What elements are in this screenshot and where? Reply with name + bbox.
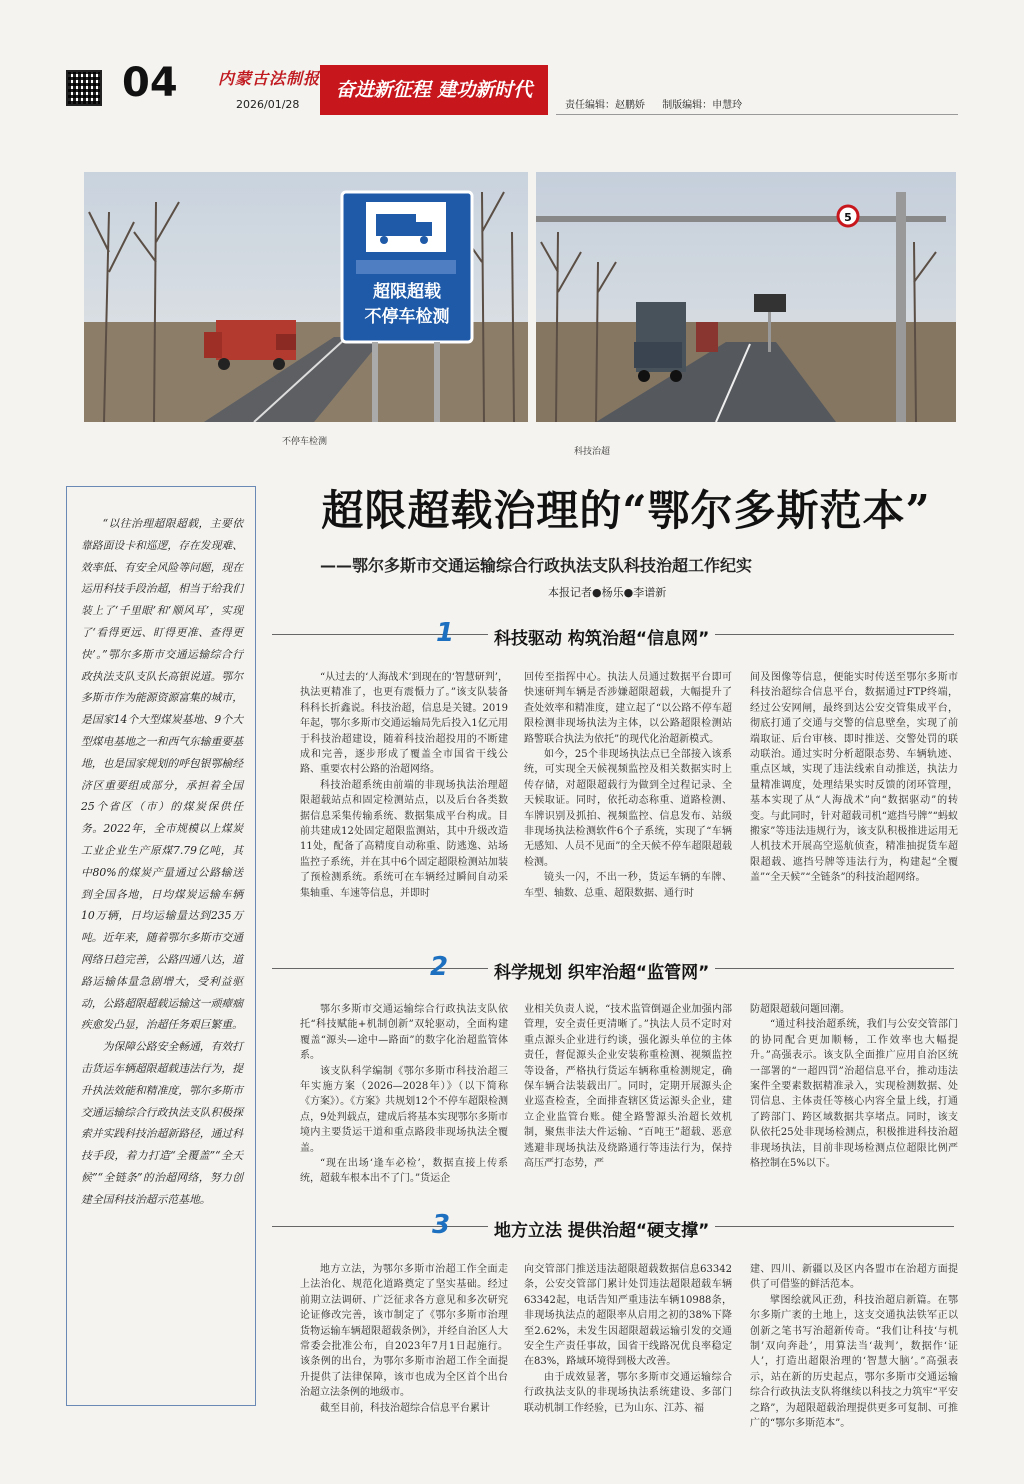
header-rule [556,114,958,115]
newspaper-logo: 内蒙古法制报 [218,69,321,88]
body-paragraph: 回传至指挥中心。执法人员通过数据平台即可快速研判车辆是否涉嫌超限超载，大幅提升了查处效率和精准度，建立起了“以公路不停车超限检测非现场执法为主体，以公路超限检测站路警联合执法为依托”的现代化治超新模式。 [524,672,732,745]
body-paragraph: 由于成效显著，鄂尔多斯市交通运输综合行政执法支队的非现场执法系统建设、多部门联动机制工作经验，已为山东、江苏、福 [524,1371,732,1414]
section-1-column-2 [524,670,732,901]
section-2-column-1 [300,1002,508,1187]
section-3-column-1 [300,1262,508,1416]
body-paragraph: 科技治超系统由前端的非现场执法治理超限超载站点和固定检测站点，以及后台各类数据信息采集传输系统、数据集成平台构成。目前共建成12处固定超限监测站，其中升级改造11处，配备了高精度自动称重、防逃逸、站场监控子系统，并在其中6个固定超限检测站加装了预检测系统。系统可在车辆经过瞬间自动采集轴重、车速等信息，并即时 [300,779,508,899]
body-paragraph: 如今，25个非现场执法点已全部接入该系统，可实现全天候视频监控及相关数据实时上传存储，对超限超载行为做到全过程记录、全天候取证。同时，依托动态称重、道路检测、车牌识别及抓拍、视频监控、信息发布、站级非现场执法检测软件6个子系统，实现了“车辆无感知、人员不见面”的全天候不停车超限超载检测。 [524,749,732,868]
section-1-column-3 [750,670,958,886]
body-paragraph: “通过科技治超系统，我们与公安交管部门的协同配合更加顺畅，工作效率也大幅提升。”高强表示。该支队全面推广应用自治区统一部署的“一超四罚”治超信息平台，推动违法案件全要素数据精准录入，实现检测数据、处罚信息、主体责任等核心内容全量上线，打通了跨部门、跨区域数据共享堵点。同时，该支队依托25处非现场检测点，积极推进科技治超非现场执法，目前非现场检测点位超限比例严格控制在5%以下。 [750,1019,958,1170]
section-2-title: 科学规划 织牢治超“监管网” [488,958,715,983]
body-paragraph: 间及图像等信息，便能实时传送至鄂尔多斯市科技治超综合信息平台，数据通过FTP终端，经过公安网闸，最终到达公安交管集成平台，彻底打通了交通与交警的信息壁垒，实现了前端取证、后台审核、即时推送、交警处罚的联动联治。通过实时分析超限态势、车辆轨迹、重点区域，实现了违法线索自动推送，执法力量精准调度，处理结果实时反馈的闭环管理，基本实现了从“人海战术”向“数据驱动”的转变。与此同时，针对超载司机“遮挡号牌”“蚂蚁搬家”等违法违规行为，该支队积极推进运用无人机技术开展高空巡航侦查，精准抽捉货车超限超载、遮挡号牌等违法行为，构建起“全覆盖”“全天候”“全链条”的科技治超网络。 [750,672,958,884]
column-banner [320,65,548,115]
body-paragraph: 防超限超载问题回潮。 [750,1004,850,1015]
photo-caption-right: 科技治超 [574,447,611,457]
body-paragraph: “从过去的‘人海战术’到现在的‘智慧研判’，执法更精准了，也更有震慑力了。”该支队装备科科长折鑫说。科技治超，信息是关键。2019年起，鄂尔多斯市交通运输局先后投入1亿元用于科技治超建设，随着科技治超投用的不断建成和完善，逐步形成了覆盖全市国省干线公路、重要农村公路的治超网络。 [300,672,508,776]
section-2-column-3 [750,1002,958,1171]
body-paragraph: 向交管部门推送违法超限超载数据信息63342条，公安交管部门累计处罚违法超限超载车辆63342起，电话告知严重违法车辆10988条，非现场执法点的超限率从启用之初的38%下降至2.62%，未发生因超限超载运输引发的交通安全生产责任事故，国省干线路况优良率稳定在83%，路域环境得到极大改善。 [524,1264,732,1368]
section-1-column-1 [300,670,508,901]
section-3-column-2 [524,1262,732,1416]
body-paragraph: 建、四川、新疆以及区内各盟市在治超方面提供了可借鉴的鲜活范本。 [750,1264,958,1291]
sign-text-line2: 不停车检测 [364,307,450,327]
body-paragraph: “现在出场‘逢车必检’，数据直接上传系统，超载车根本出不了门。”货运企 [300,1158,508,1185]
body-paragraph: 该支队科学编制《鄂尔多斯市科技治超三年实施方案（2026—2028年）》（以下简称《方案》）。《方案》共规划12个不停车超限检测点，9处判载点，建成后将基本实现鄂尔多斯市境内主要货运干道和重点路段非现场执法全覆盖。 [300,1065,508,1154]
banner-text: 奋进新征程 建功新时代 [335,79,533,101]
section-3-column-3 [750,1262,958,1431]
photo-highway-gantry [536,172,956,422]
body-paragraph: 鄂尔多斯市交通运输综合行政执法支队依托“科技赋能+机制创新”双轮驱动，全面构建覆盖“源头—途中—路面”的数字化治超监管体系。 [300,1004,508,1062]
page-number: 04 [122,60,178,106]
photo-roadside-sign [84,172,528,422]
editor-credits [565,96,756,111]
section-2-column-2 [524,1002,732,1171]
section-3-number: 3 [432,1210,451,1240]
body-paragraph: 截至目前，科技治超综合信息平台累计 [320,1402,490,1414]
issue-date: 2026/01/28 [236,98,300,111]
section-2-number: 2 [430,952,449,982]
article-byline: 本报记者●杨乐●李谱新 [548,586,667,599]
sidebar-intro [66,486,256,1406]
chief-editor: 责任编辑：赵鹏娇 [565,100,645,111]
body-paragraph: 擘图绘就风正劲，科技治超启新篇。在鄂尔多斯广袤的土地上，这支交通执法铁军正以创新之笔书写治超新传奇。“我们让科技‘与机制’双向奔赴’，用算法当‘裁判’，数据作‘证人’，打造出超限治理的‘智慧大脑’。”高强表示，站在新的历史起点，鄂尔多斯市交通运输综合行政执法支队将继续以科技之力筑牢“平安之路”，为超限超载治理提供更多可复制、可推广的“鄂尔多斯范本”。 [750,1294,958,1430]
sign-text-line1: 超限超载 [373,282,441,302]
sidebar-paragraph: 为保障公路安全畅通，有效打击货运车辆超限超载违法行为，提升执法效能和精准度，鄂尔多斯市交通运输综合行政执法支队积极探索并实践科技治超新路径，通过科技手段，着力打造“全覆盖”“全天候”“全链条”的治超网络，努力创建全国科技治超示范基地。 [81,1040,243,1206]
photo-caption-left: 不停车检测 [282,437,328,447]
section-3-title: 地方立法 提供治超“硬支撑” [488,1216,715,1241]
article-title: 超限超载治理的“鄂尔多斯范本” [321,486,931,535]
section-1-title: 科技驱动 构筑治超“信息网” [488,624,715,649]
sidebar-paragraph: “以往治理超限超载，主要依靠路面设卡和巡逻，存在发现难、效率低、有安全风险等问题，现在运用科技手段治超，相当于给我们装上了‘千里眼’和‘顺风耳’，实现了‘看得更远、盯得更准、查得更快’。”鄂尔多斯市交通运输综合行政执法支队支队长高银说道。鄂尔多斯市作为能源资源富集的城市，是国家14个大型煤炭基地、9个大型煤电基地之一和西气东输重要基地，也是国家规划的呼包银鄂榆经济区重要组成部分，承担着全国25个省区（市）的煤炭保供任务。2022年，全市规模以上煤炭工业企业生产原煤7.79亿吨，其中80%的煤炭产量通过公路输送到全国各地，日均煤炭运输车辆10万辆，日均运输量达到235万吨。近年来，随着鄂尔多斯市交通网络日趋完善，公路四通八达，道路运输体量急剧增大，受利益驱动，公路超限超载运输这一顽瘴痼疾愈发凸显，治超任务艰巨繁重。 [81,517,243,1032]
speed-limit-value: 5 [844,211,852,224]
body-paragraph: 地方立法，为鄂尔多斯市治超工作全面走上法治化、规范化道路奠定了坚实基础。经过前期立法调研、广泛征求各方意见和多次研究论证修改完善，该市制定了《鄂尔多斯市治理货物运输车辆超限超载条例》，并经自治区人大常委会批准公布，自2023年7月1日起施行。该条例的出台，为鄂尔多斯市治超工作全面提升提供了法律保障，该市也成为全区首个出台治超立法条例的地级市。 [300,1264,508,1399]
body-paragraph: 业相关负责人说，“技术监管倒逼企业加强内部管理，安全责任更清晰了。”执法人员不定时对重点源头企业进行约谈，强化源头单位的主体责任，督促源头企业安装称重检测、视频监控等设备，严格执行货运车辆称重检测规定，确保车辆合法装载出厂。同时，定期开展源头企业巡查检查，全面排查辖区货运源头企业，建立企业监管台账。健全路警源头治超长效机制，聚焦非法大件运输、“百吨王”超载、恶意逃避非现场执法及绕路通行等违法行为，保持高压严打态势，严 [524,1004,732,1170]
section-1-number: 1 [436,618,455,648]
body-paragraph: 镜头一闪，不出一秒，货运车辆的车牌、车型、轴数、总重、超限数据、通行时 [524,872,732,899]
layout-editor: 制版编辑：申慧玲 [662,100,743,111]
qr-code [66,70,102,106]
article-subtitle: ——鄂尔多斯市交通运输综合行政执法支队科技治超工作纪实 [320,556,753,575]
